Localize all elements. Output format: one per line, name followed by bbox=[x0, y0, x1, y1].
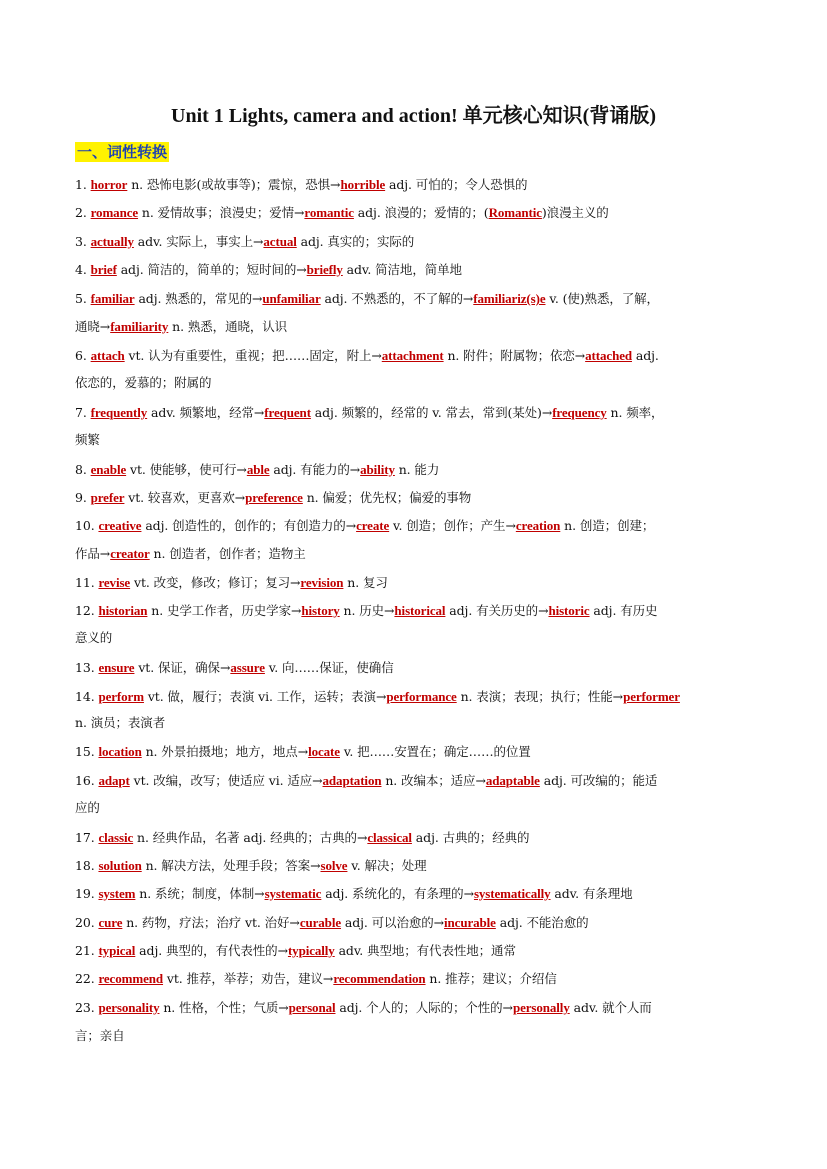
definition-text: adv. 频繁地，经常→ bbox=[147, 405, 265, 420]
definition-text: 14. bbox=[75, 689, 99, 704]
definition-text: adv. 实际上，事实上→ bbox=[133, 234, 264, 249]
definition-text: n. 推荐；建议；介绍信 bbox=[425, 971, 557, 986]
definition-text: adv. 有条理地 bbox=[550, 886, 633, 901]
key-word: systematically bbox=[473, 886, 551, 901]
key-word: enable bbox=[90, 462, 127, 477]
vocab-line bbox=[75, 941, 755, 961]
vocab-line bbox=[75, 403, 755, 423]
definition-text: adj. 熟悉的，常见的→ bbox=[134, 291, 263, 306]
definition-text: adj. 典型的，有代表性的→ bbox=[135, 943, 288, 958]
definition-text: adj. 真实的；实际的 bbox=[296, 234, 415, 249]
definition-text: adj. bbox=[632, 348, 659, 363]
key-word: romantic bbox=[304, 205, 354, 220]
vocab-line bbox=[75, 742, 755, 762]
key-word: performance bbox=[386, 689, 457, 704]
definition-text: 12. bbox=[75, 603, 99, 618]
vocab-line bbox=[75, 373, 755, 393]
vocab-line bbox=[75, 203, 755, 223]
vocab-line bbox=[75, 289, 755, 309]
key-word: frequency bbox=[552, 405, 607, 420]
key-word: solve bbox=[320, 858, 348, 873]
definition-text: 23. bbox=[75, 1000, 99, 1015]
vocab-line bbox=[75, 687, 755, 707]
definition-text: adj. 频繁的，经常的 v. 常去，常到(某处)→ bbox=[310, 405, 553, 420]
key-word: incurable bbox=[444, 915, 496, 930]
definition-text: adj. 浪漫的；爱情的；( bbox=[353, 205, 489, 220]
key-word: attach bbox=[90, 348, 125, 363]
definition-text: 8. bbox=[75, 462, 91, 477]
key-word: location bbox=[98, 744, 142, 759]
vocab-line bbox=[75, 346, 755, 366]
vocab-line bbox=[75, 232, 755, 252]
vocab-line bbox=[75, 260, 755, 280]
definition-text: adj. 可怕的；令人恐惧的 bbox=[385, 177, 528, 192]
key-word: historical bbox=[394, 603, 446, 618]
vocab-line bbox=[75, 573, 755, 593]
definition-text: 16. bbox=[75, 773, 99, 788]
definition-text: n. 偏爱；优先权；偏爱的事物 bbox=[302, 490, 472, 505]
vocab-line bbox=[75, 1026, 755, 1046]
key-word: attachment bbox=[381, 348, 444, 363]
key-word: briefly bbox=[306, 262, 343, 277]
definition-text: v. (使)熟悉，了解， bbox=[545, 291, 659, 306]
key-word: solution bbox=[98, 858, 142, 873]
definition-text: v. 向……保证，使确信 bbox=[264, 660, 394, 675]
key-word: historian bbox=[98, 603, 148, 618]
definition-text: n. 改编本；适应→ bbox=[381, 773, 486, 788]
definition-text: )浪漫主义的 bbox=[541, 205, 609, 220]
definition-text: n. 恐怖电影(或故事等)；震惊，恐惧→ bbox=[127, 177, 341, 192]
vocab-line bbox=[75, 884, 755, 904]
vocab-line bbox=[75, 544, 755, 564]
definition-text: 13. bbox=[75, 660, 99, 675]
definition-text: adj. 个人的；人际的；个性的→ bbox=[335, 1000, 513, 1015]
definition-text: 15. bbox=[75, 744, 99, 759]
key-word: typically bbox=[287, 943, 335, 958]
vocab-line bbox=[75, 430, 755, 450]
key-word: ensure bbox=[98, 660, 135, 675]
definition-text: adj. 有关历史的→ bbox=[445, 603, 549, 618]
definition-text: adj. 有历史 bbox=[589, 603, 658, 618]
definition-text: n. 外景拍摄地；地方，地点→ bbox=[141, 744, 309, 759]
key-word: romance bbox=[90, 205, 139, 220]
key-word: frequently bbox=[90, 405, 148, 420]
definition-text: adj. 简洁的，简单的；短时间的→ bbox=[116, 262, 307, 277]
definition-text: 18. bbox=[75, 858, 99, 873]
definition-text: n. 创造；创建； bbox=[560, 518, 655, 533]
vocab-line bbox=[75, 658, 755, 678]
key-word: familiariz(s)e bbox=[473, 291, 546, 306]
key-word: locate bbox=[308, 744, 340, 759]
key-word: creation bbox=[515, 518, 561, 533]
definition-text: 6. bbox=[75, 348, 91, 363]
definition-text: 22. bbox=[75, 971, 99, 986]
definition-text: n. 演员；表演者 bbox=[75, 715, 166, 730]
definition-text: vt. 保证，确保→ bbox=[134, 660, 231, 675]
definition-text: vt. 改变，修改；修订；复习→ bbox=[130, 575, 301, 590]
definition-text: adj. 不能治愈的 bbox=[495, 915, 589, 930]
definition-text: n. 表演；表现；执行；性能→ bbox=[456, 689, 624, 704]
definition-text: adj. 不熟悉的，不了解的→ bbox=[320, 291, 474, 306]
definition-text: n. 解决方法，处理手段；答案→ bbox=[141, 858, 321, 873]
key-word: ability bbox=[360, 462, 395, 477]
vocab-line bbox=[75, 969, 755, 989]
definition-text: n. 爱情故事；浪漫史；爱情→ bbox=[138, 205, 305, 220]
definition-text: adj. 可以治愈的→ bbox=[341, 915, 445, 930]
definition-text: v. 创造；创作；产生→ bbox=[389, 518, 516, 533]
definition-text: adj. 系统化的，有条理的→ bbox=[321, 886, 474, 901]
definition-text: 5. bbox=[75, 291, 91, 306]
definition-text: n. 性格，个性；气质→ bbox=[159, 1000, 289, 1015]
key-word: classic bbox=[98, 830, 134, 845]
key-word: brief bbox=[90, 262, 117, 277]
definition-text: vt. 使能够，使可行→ bbox=[126, 462, 247, 477]
definition-text: 19. bbox=[75, 886, 99, 901]
definition-text: n. 频率， bbox=[606, 405, 664, 420]
key-word: typical bbox=[98, 943, 136, 958]
vocab-line bbox=[75, 913, 755, 933]
definition-text: n. 历史→ bbox=[339, 603, 395, 618]
key-word: assure bbox=[230, 660, 265, 675]
key-word: history bbox=[301, 603, 340, 618]
key-word: adaptable bbox=[485, 773, 540, 788]
vocab-line bbox=[75, 998, 755, 1018]
definition-text: n. 复习 bbox=[343, 575, 388, 590]
definition-text: 10. bbox=[75, 518, 99, 533]
vocab-line bbox=[75, 175, 755, 195]
definition-text: 21. bbox=[75, 943, 99, 958]
vocab-line bbox=[75, 460, 755, 480]
definition-text: 7. bbox=[75, 405, 91, 420]
key-word: classical bbox=[367, 830, 412, 845]
key-word: personal bbox=[288, 1000, 336, 1015]
key-word: familiar bbox=[90, 291, 135, 306]
key-word: Romantic bbox=[488, 205, 542, 220]
definition-text: vt. 认为有重要性，重视；把……固定，附上→ bbox=[124, 348, 382, 363]
key-word: able bbox=[246, 462, 270, 477]
definition-text: n. 附件；附属物；依恋→ bbox=[443, 348, 586, 363]
definition-text: adj. 古典的；经典的 bbox=[411, 830, 530, 845]
key-word: familiarity bbox=[110, 319, 169, 334]
definition-text: 2. bbox=[75, 205, 91, 220]
definition-text: adj. 可改编的；能适 bbox=[539, 773, 658, 788]
definition-text: 11. bbox=[75, 575, 99, 590]
vocab-line bbox=[75, 856, 755, 876]
key-word: creator bbox=[110, 546, 150, 561]
definition-text: 依恋的，爱慕的；附属的 bbox=[75, 375, 212, 390]
definition-text: adj. 创造性的，创作的；有创造力的→ bbox=[141, 518, 357, 533]
definition-text: n. 史学工作者，历史学家→ bbox=[147, 603, 302, 618]
key-word: horrible bbox=[340, 177, 386, 192]
key-word: frequent bbox=[264, 405, 311, 420]
definition-text: adv. 简洁地，简单地 bbox=[342, 262, 462, 277]
key-word: revision bbox=[300, 575, 344, 590]
definition-text: v. 把……安置在；确定……的位置 bbox=[339, 744, 531, 759]
definition-text: adv. 就个人而 bbox=[569, 1000, 652, 1015]
definition-text: n. 创造者，创作者；造物主 bbox=[149, 546, 306, 561]
key-word: cure bbox=[98, 915, 123, 930]
definition-text: n. 系统；制度，体制→ bbox=[135, 886, 265, 901]
definition-text: 20. bbox=[75, 915, 99, 930]
vocab-line bbox=[75, 488, 755, 508]
key-word: actual bbox=[263, 234, 297, 249]
key-word: unfamiliar bbox=[262, 291, 321, 306]
vocab-line bbox=[75, 628, 755, 648]
definition-text: 频繁 bbox=[75, 432, 100, 447]
definition-text: v. 解决；处理 bbox=[347, 858, 427, 873]
definition-text: 4. bbox=[75, 262, 91, 277]
key-word: performer bbox=[623, 689, 680, 704]
definition-text: vt. 改编，改写；使适应 vi. 适应→ bbox=[129, 773, 323, 788]
definition-text: 应的 bbox=[75, 800, 100, 815]
definition-text: vt. 较喜欢，更喜欢→ bbox=[124, 490, 246, 505]
definition-text: 言；亲自 bbox=[75, 1028, 125, 1043]
definition-text: vt. 做，履行；表演 vi. 工作，运转；表演→ bbox=[143, 689, 387, 704]
key-word: curable bbox=[299, 915, 341, 930]
definition-text: 17. bbox=[75, 830, 99, 845]
key-word: historic bbox=[548, 603, 590, 618]
key-word: systematic bbox=[264, 886, 322, 901]
definition-text: 通晓→ bbox=[75, 319, 111, 334]
key-word: adapt bbox=[98, 773, 130, 788]
vocab-line bbox=[75, 317, 755, 337]
page-title: Unit 1 Lights, camera and action! 单元核心知识(背诵版) bbox=[171, 105, 656, 127]
definition-text: 意义的 bbox=[75, 630, 113, 645]
definition-text: n. 经典作品，名著 adj. 经典的；古典的→ bbox=[133, 830, 368, 845]
key-word: personality bbox=[98, 1000, 160, 1015]
key-word: attached bbox=[585, 348, 632, 363]
definition-text: n. 能力 bbox=[394, 462, 440, 477]
definition-text: 1. bbox=[75, 177, 91, 192]
key-word: recommend bbox=[98, 971, 164, 986]
definition-text: n. 药物，疗法；治疗 vt. 治好→ bbox=[122, 915, 300, 930]
vocab-line bbox=[75, 771, 755, 791]
key-word: perform bbox=[98, 689, 144, 704]
key-word: personally bbox=[512, 1000, 570, 1015]
section-heading: 一、词性转换 bbox=[77, 143, 168, 161]
definition-text: vt. 推荐，举荐；劝告，建议→ bbox=[163, 971, 334, 986]
key-word: creative bbox=[98, 518, 142, 533]
key-word: actually bbox=[90, 234, 134, 249]
key-word: preference bbox=[245, 490, 303, 505]
vocab-line bbox=[75, 828, 755, 848]
vocab-line bbox=[75, 798, 755, 818]
key-word: revise bbox=[98, 575, 131, 590]
definition-text: n. 熟悉，通晓，认识 bbox=[168, 319, 288, 334]
definition-text: adv. 典型地；有代表性地；通常 bbox=[334, 943, 516, 958]
key-word: create bbox=[356, 518, 390, 533]
vocab-line bbox=[75, 516, 755, 536]
key-word: prefer bbox=[90, 490, 125, 505]
definition-text: 作品→ bbox=[75, 546, 111, 561]
definition-text: 9. bbox=[75, 490, 91, 505]
key-word: system bbox=[98, 886, 136, 901]
key-word: recommendation bbox=[333, 971, 426, 986]
vocab-line bbox=[75, 601, 755, 621]
vocab-line bbox=[75, 713, 755, 733]
definition-text: adj. 有能力的→ bbox=[269, 462, 361, 477]
definition-text: 3. bbox=[75, 234, 91, 249]
key-word: horror bbox=[90, 177, 128, 192]
key-word: adaptation bbox=[322, 773, 382, 788]
